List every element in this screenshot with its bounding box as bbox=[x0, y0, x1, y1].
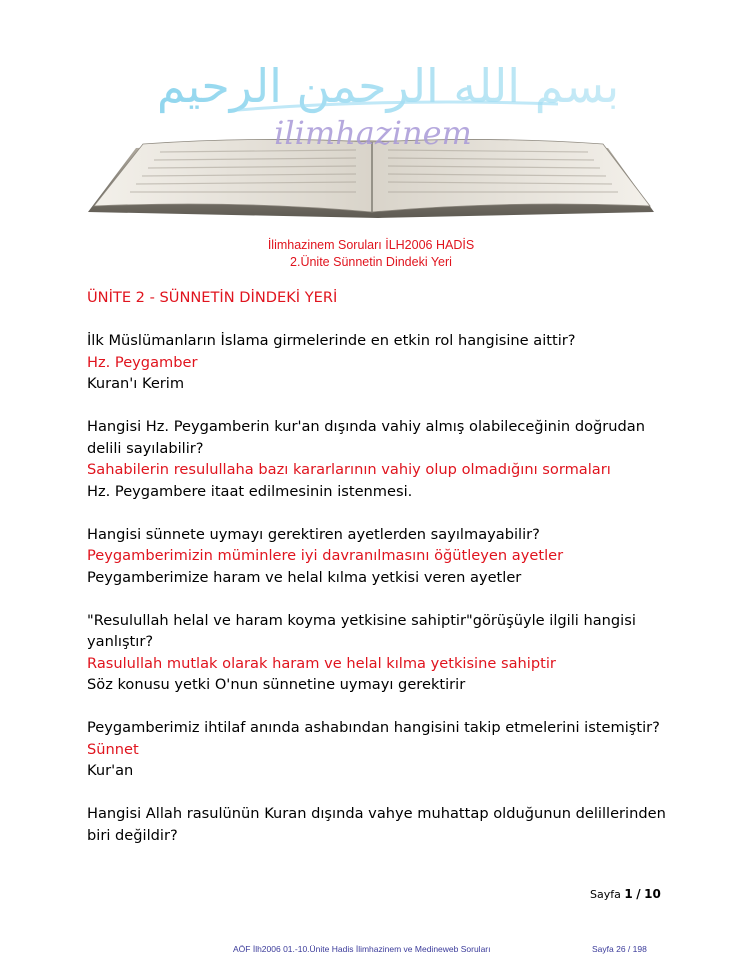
document-body bbox=[87, 287, 687, 846]
watermark-text: ilimhazinem bbox=[274, 114, 472, 152]
correct-answer: Rasulullah mutlak olarak haram ve helal kılma yetkisine sahiptir bbox=[87, 654, 556, 672]
document-title: İlimhazinem Soruları İLH2006 HADİS bbox=[267, 238, 475, 252]
footer-page: Sayfa 26 / 198 bbox=[592, 944, 647, 954]
question-text: yanlıştır? bbox=[87, 633, 154, 650]
answer-option: Peygamberimize haram ve helal kılma yetkisi veren ayetler bbox=[87, 568, 522, 586]
question-text: Hangisi Hz. Peygamberin kur'an dışında vahiy almış olabileceğinin doğrudan bbox=[87, 418, 645, 435]
answer-option: Kur'an bbox=[87, 762, 134, 779]
section-title: ÜNİTE 2 - SÜNNETİN DİNDEKİ YERİ bbox=[87, 289, 338, 306]
question-text: biri değildir? bbox=[87, 826, 178, 844]
page-number: Sayfa 1 / 10 bbox=[590, 887, 661, 901]
basmala-calligraphy bbox=[157, 59, 619, 114]
question-text: "Resulullah helal ve haram koyma yetkisine sahiptir"görüşüyle ilgili hangisi bbox=[87, 611, 636, 629]
correct-answer: Sünnet bbox=[87, 740, 139, 758]
question-text: Hangisi Allah rasulünün Kuran dışında vahye muhattap olduğunun delillerinden bbox=[87, 805, 666, 822]
correct-answer: Peygamberimizin müminlere iyi davranılmasını öğütleyen ayetler bbox=[87, 547, 564, 564]
document-subtitle: 2.Ünite Sünnetin Dindeki Yeri bbox=[290, 255, 452, 269]
question-text: Peygamberimiz ihtilaf anında ashabından hangisini takip etmelerini istemiştir? bbox=[87, 719, 660, 736]
svg-text:بسم الله الرحمن الرحيم: بسم الله الرحمن الرحيم bbox=[156, 59, 620, 113]
answer-option: Söz konusu yetki O'nun sünnetine uymayı gerektirir bbox=[87, 676, 466, 693]
question-text: delili sayılabilir? bbox=[87, 439, 204, 457]
question-text: Hangisi sünnete uymayı gerektiren ayetlerden sayılmayabilir? bbox=[87, 525, 540, 543]
answer-option: Kuran'ı Kerim bbox=[87, 375, 185, 392]
correct-answer: Sahabilerin resulullaha bazı kararlarının vahiy olup olmadığını sormaları bbox=[87, 461, 611, 478]
header-banner bbox=[88, 40, 658, 225]
footer-source: AÖF İlh2006 01.-10.Ünite Hadis İlimhazinem ve Medineweb Soruları bbox=[233, 944, 491, 954]
question-text: İlk Müslümanların İslama girmelerinde en etkin rol hangisine aittir? bbox=[87, 332, 576, 349]
correct-answer: Hz. Peygamber bbox=[87, 353, 198, 371]
answer-option: Hz. Peygambere itaat edilmesinin istenmesi. bbox=[87, 482, 413, 500]
